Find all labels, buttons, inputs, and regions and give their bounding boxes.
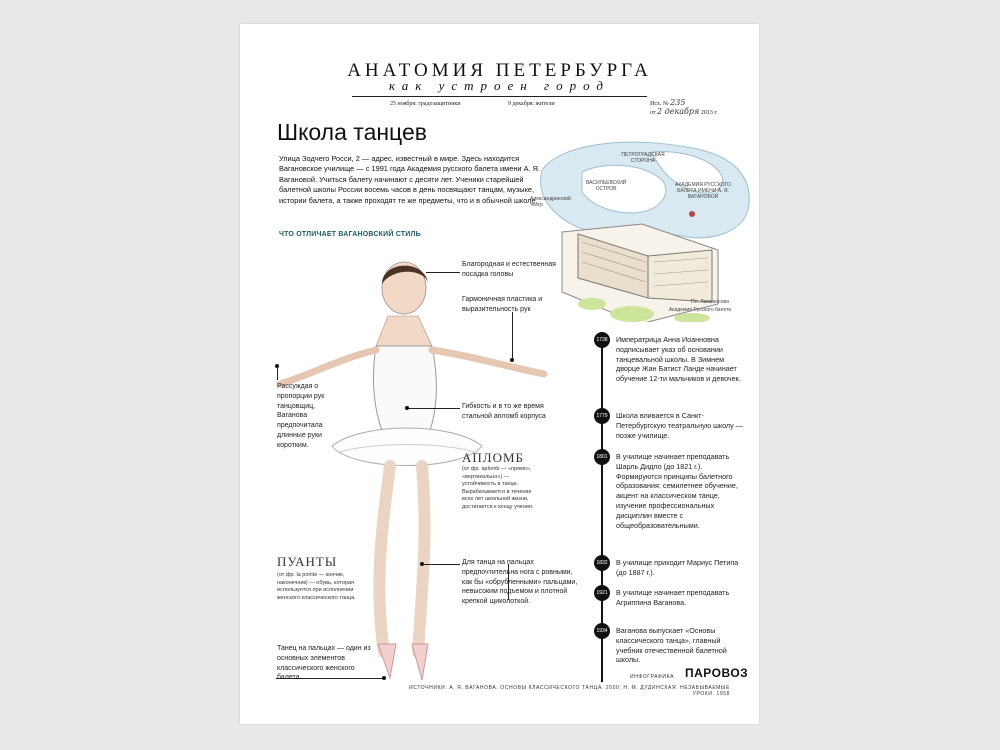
pointe-text: (от фр. la pointe — кончик, наконечник) — обувь, которая используется при исполнении женского классического танца. [277, 572, 356, 601]
issue-date: 2 декабря [657, 107, 700, 116]
document-page [240, 24, 759, 724]
leader-dot-body [405, 406, 409, 410]
intro-paragraph: Улица Зодчего Росси, 2 — адрес, известный в мире. Здесь находится Вагановское училище — с 1991 года Академия русского балета имени А. Я. Вагановой. Учиться балету начинают с десяти лет. Ученики старейшей балетной школы России восемь часов в день посвящают танцам, музыке, истории балета, а также проходят те же предметы, что и в обычной школе. [279, 154, 541, 205]
timeline-event-text: Ваганова выпускает «Основы классического танца», главный учебник отечественной балетной школы. [616, 626, 727, 665]
page-title: Школа танцев [277, 119, 427, 145]
leader-head [426, 272, 460, 273]
leader-dot-arms [510, 358, 514, 362]
note-toes: Танец на пальцах — один из основных элементов классического женского балета. [277, 645, 371, 682]
map-label-academy: АКАДЕМИЯ РУССКОГО БАЛЕТА ИМЕНИ А. Я. ВАГАНОВОЙ [675, 182, 731, 200]
issue-number: 235 [670, 98, 686, 107]
leader-arms-left [277, 366, 278, 380]
leader-dot-toes [382, 676, 386, 680]
timeline-year-badge: 1934 [594, 623, 610, 639]
date-right: 9 декабря: жители [508, 101, 555, 107]
leader-dot-arms-left [275, 364, 279, 368]
leader-body [408, 408, 460, 409]
aplomb-text: (от фр. aplomb — «прямо», «вертикально») — устойчивость в танце. Вырабатывается в течение всех лет школьной жизни, достигается к концу учения. [462, 466, 534, 510]
map-label-petrogradskaya: ПЕТРОГРАДСКАЯ СТОРОНА [621, 152, 665, 164]
leader-legs [422, 564, 460, 565]
masthead-rule [352, 96, 647, 97]
masthead-subtitle: как устроен город [389, 78, 610, 93]
aplomb-title: АПЛОМБ [462, 450, 525, 465]
note-body: Гибкость и в то же время стальной апломб корпуса [462, 403, 546, 420]
timeline-year-badge: 1738 [594, 332, 610, 348]
leader-arms [512, 312, 513, 360]
pointe-title: ПУАНТЫ [277, 554, 338, 569]
footer-credit: ИНФОГРАФИКА [630, 674, 675, 680]
issue-label: Исх. № [650, 101, 669, 107]
timeline-year-badge: 1832 [594, 555, 610, 571]
map-label-square: Пл. Ломоносова [691, 299, 729, 305]
map-label-vasilievsky: ВАСИЛЬЕВСКИЙ ОСТРОВ [586, 180, 627, 192]
note-arms: Гармоничная пластика и выразительность рук [462, 296, 543, 313]
timeline-event-text: В училище приходит Мариус Петипа (до 1887 г.). [616, 558, 739, 577]
timeline-event-text: Императрица Анна Иоанновна подписывает указ об основании танцевальной школы. В Зимнем дворце Жан Батист Ланде начинает обучение 12-ти мальчиков и девочек. [616, 335, 741, 384]
issue-year: 2013 г. [700, 110, 718, 116]
publisher-logo: ПАРОВОЗ [685, 666, 749, 680]
date-left: 25 ноября: градозащитники [390, 101, 461, 107]
map-label-theatre: Александринский театр [530, 196, 571, 208]
issue-stamp [650, 98, 718, 116]
timeline-year-badge: 1801 [594, 449, 610, 465]
note-head: Благородная и естественная посадка головы [462, 261, 556, 278]
timeline-event-text: В училище начинает преподавать Шарль Дидло (до 1821 г.). Формируются принципы балетного образования: семилетнее обучение, акцент на классическом танце, изучение профессиональных дисциплин вместе с общеобразовательными. [616, 452, 738, 530]
leader-dot-legs [420, 562, 424, 566]
section-heading: ЧТО ОТЛИЧАЕТ ВАГАНОВСКИЙ СТИЛЬ [279, 231, 421, 238]
timeline-event-text: В училище начинает преподавать Агриппина Ваганова. [616, 588, 730, 607]
map-label-building: Академия Русского балета [668, 307, 732, 313]
note-arms-left: Рассуждая о пропорции рук танцовщиц, Ваганова предпочитала длинные руки коротким. [277, 383, 325, 449]
footer-source: ИСТОЧНИКИ: А. Я. ВАГАНОВА. ОСНОВЫ КЛАССИЧЕСКОГО ТАНЦА. 2000; Н. М. ДУДИНСКАЯ. НЕЗАБЫВАЕМЫЕ УРОКИ. 1958 [409, 685, 730, 697]
issue-from: от [650, 110, 656, 116]
note-legs: Для танца на пальцах предпочтительна нога с ровными, как бы «обрубленными» пальцами, невысоким подъемом и плотной крепкой щиколоткой. [462, 559, 578, 606]
timeline-year-badge: 1921 [594, 585, 610, 601]
masthead-title: АНАТОМИЯ ПЕТЕРБУРГА [347, 60, 652, 81]
timeline-year-badge: 1779 [594, 408, 610, 424]
timeline-event-text: Школа вливается в Санкт-Петербургскую театральную школу — позже училище. [616, 411, 743, 440]
